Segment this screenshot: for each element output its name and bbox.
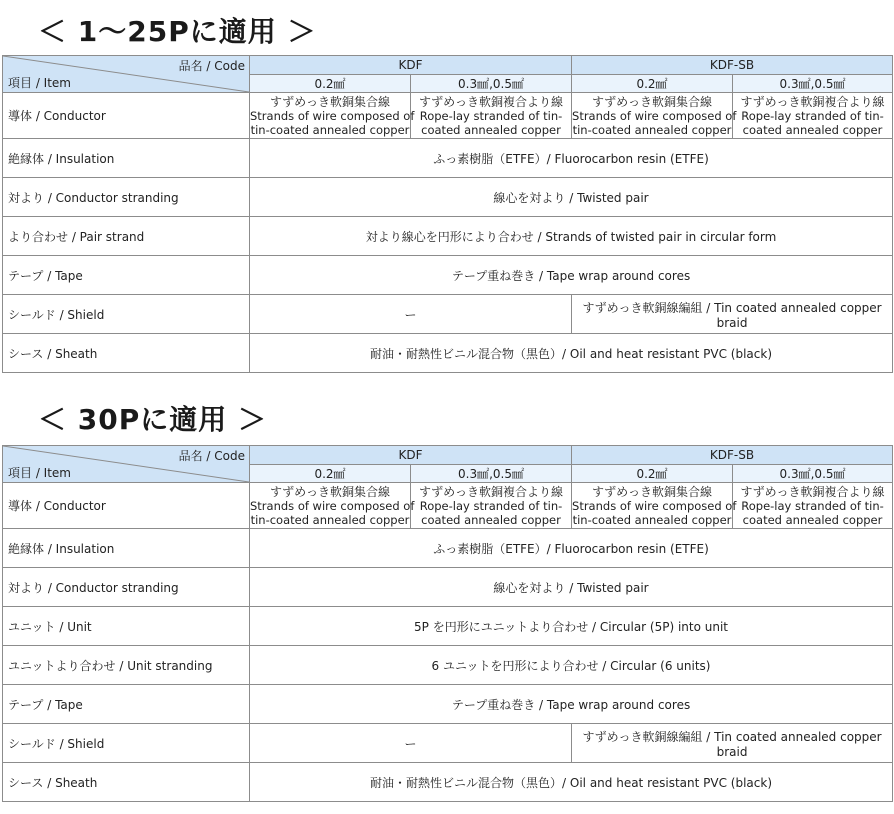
row-label: テープ / Tape [3,685,250,724]
spec-table-30p [2,445,893,802]
row-value: 耐油・耐熱性ビニル混合物（黒色）/ Oil and heat resistant PVC (black) [250,763,893,802]
row-conductor [3,93,893,139]
row-conductor-stranding [3,568,893,607]
row-shield [3,724,893,763]
row-insulation [3,529,893,568]
row-insulation [3,139,893,178]
row-label: ユニットより合わせ / Unit stranding [3,646,250,685]
code-header-label: 品名 / Code [178,59,245,73]
row-label: 導体 / Conductor [3,93,250,139]
row-value: 線心を対より / Twisted pair [250,178,893,217]
row-label: シールド / Shield [3,295,250,334]
product-header-kdf-sb: KDF-SB [572,56,893,75]
size-header: 0.3㎟,0.5㎟ [733,75,893,93]
row-label: ユニット / Unit [3,607,250,646]
conductor-cell: すずめっき軟銅集合線 Strands of wire composed of tin-coated annealed copper [250,484,415,527]
row-label: より合わせ / Pair strand [3,217,250,256]
row-conductor-stranding [3,178,893,217]
code-header-label: 品名 / Code [178,449,245,463]
product-header-kdf-sb: KDF-SB [572,446,893,465]
row-value: 耐油・耐熱性ビニル混合物（黒色）/ Oil and heat resistant PVC (black) [250,334,893,373]
row-tape [3,256,893,295]
conductor-cell: すずめっき軟銅集合線 Strands of wire composed of tin-coated annealed copper [572,94,737,137]
row-label: 絶縁体 / Insulation [3,139,250,178]
size-header: 0.3㎟,0.5㎟ [411,465,572,483]
shield-kdf-sb-value: すずめっき軟銅線編組 / Tin coated annealed copper braid [572,295,893,334]
row-value: テープ重ね巻き / Tape wrap around cores [250,256,893,295]
row-tape [3,685,893,724]
section-title-1-25p: ＜ 1〜25Pに適用 ＞ [38,15,317,48]
shield-kdf-value: ー [250,724,572,763]
conductor-cell: すずめっき軟銅複合より線 Rope-lay stranded of tin- coated annealed copper [733,93,893,139]
product-header-kdf: KDF [250,56,572,75]
row-label: 絶縁体 / Insulation [3,529,250,568]
item-header-label: 項目 / Item [8,466,71,480]
section-title-30p: ＜ 30Pに適用 ＞ [38,403,267,436]
size-header: 0.3㎟,0.5㎟ [411,75,572,93]
size-header: 0.2㎟ [572,75,733,93]
conductor-cell: すずめっき軟銅複合より線 Rope-lay stranded of tin- coated annealed copper [411,483,572,529]
row-unit-stranding [3,646,893,685]
row-label: テープ / Tape [3,256,250,295]
conductor-cell: すずめっき軟銅複合より線 Rope-lay stranded of tin- coated annealed copper [733,483,893,529]
row-value: 対より線心を円形により合わせ / Strands of twisted pair in circular form [250,217,893,256]
row-conductor [3,483,893,529]
item-header-label: 項目 / Item [8,76,71,90]
spec-table-1-25p [2,55,893,373]
conductor-cell: すずめっき軟銅集合線 Strands of wire composed of tin-coated annealed copper [572,484,737,527]
row-sheath [3,334,893,373]
row-sheath [3,763,893,802]
row-value: テープ重ね巻き / Tape wrap around cores [250,685,893,724]
shield-kdf-value: ー [250,295,572,334]
row-value: 5P を円形にユニットより合わせ / Circular (5P) into unit [250,607,893,646]
row-value: ふっ素樹脂（ETFE）/ Fluorocarbon resin (ETFE) [250,529,893,568]
shield-kdf-sb-value: すずめっき軟銅線編組 / Tin coated annealed copper braid [572,724,893,763]
header-corner-cell [3,56,250,93]
row-label: 対より / Conductor stranding [3,568,250,607]
row-unit [3,607,893,646]
size-header: 0.2㎟ [572,465,733,483]
size-header: 0.2㎟ [250,75,411,93]
size-header: 0.2㎟ [250,465,411,483]
size-header: 0.3㎟,0.5㎟ [733,465,893,483]
row-value: 線心を対より / Twisted pair [250,568,893,607]
row-pair-strand [3,217,893,256]
row-label: シールド / Shield [3,724,250,763]
row-label: シース / Sheath [3,763,250,802]
row-value: ふっ素樹脂（ETFE）/ Fluorocarbon resin (ETFE) [250,139,893,178]
row-shield [3,295,893,334]
header-corner-cell [3,446,250,483]
row-label: シース / Sheath [3,334,250,373]
conductor-cell: すずめっき軟銅複合より線 Rope-lay stranded of tin- coated annealed copper [411,93,572,139]
conductor-cell: すずめっき軟銅集合線 Strands of wire composed of tin-coated annealed copper [250,94,415,137]
row-value: 6 ユニットを円形により合わせ / Circular (6 units) [250,646,893,685]
row-label: 対より / Conductor stranding [3,178,250,217]
row-label: 導体 / Conductor [3,483,250,529]
product-header-kdf: KDF [250,446,572,465]
